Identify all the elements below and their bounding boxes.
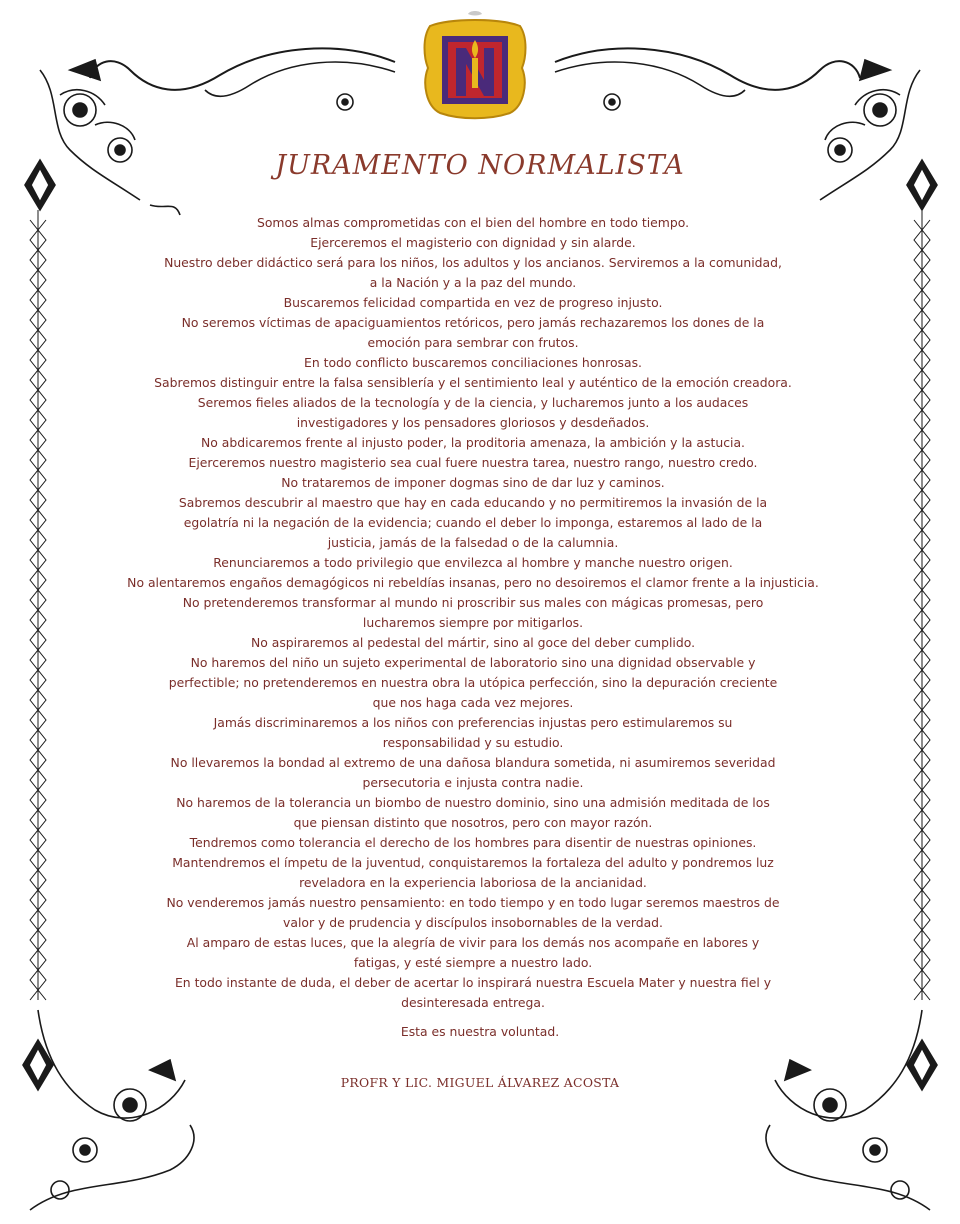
oath-line: Nuestro deber didáctico será para los niños, los adultos y los ancianos. Serviremos a la comunidad, <box>164 255 782 270</box>
oath-line: desinteresada entrega. <box>401 995 545 1010</box>
corner-top-right <box>820 60 937 210</box>
oath-line: fatigas, y esté siempre a nuestro lado. <box>353 955 593 970</box>
oath-line: Sabremos distinguir entre la falsa sensiblería y el sentimiento leal y auténtico de la emoción creadora. <box>154 375 792 390</box>
oath-line: Ejerceremos el magisterio con dignidad y sin alarde. <box>310 235 636 250</box>
oath-line: reveladora en la experiencia laboriosa de la ancianidad. <box>299 875 647 890</box>
oath-line: Mantendremos el ímpetu de la juventud, conquistaremos la fortaleza del adulto y pondremos luz <box>172 855 774 870</box>
oath-line: Jamás discriminaremos a los niños con preferencias injustas pero estimularemos su <box>213 715 733 730</box>
oath-line: Buscaremos felicidad compartida en vez de progreso injusto. <box>283 295 663 310</box>
oath-line: No pretenderemos transformar al mundo ni proscribir sus males con mágicas promesas, pero <box>182 595 764 610</box>
corner-top-left <box>25 60 180 215</box>
oath-line: No llevaremos la bondad al extremo de una dañosa blandura sometida, ni asumiremos severidad <box>170 755 776 770</box>
oath-line: que piensan distinto que nosotros, pero con mayor razón. <box>293 815 653 830</box>
oath-line: Seremos fieles aliados de la tecnología y de la ciencia, y lucharemos junto a los audaces <box>197 395 749 410</box>
oath-line: que nos haga cada vez mejores. <box>372 695 574 710</box>
oath-line: persecutoria e injusta contra nadie. <box>362 775 584 790</box>
corner-bottom-left <box>23 1010 194 1210</box>
oath-line: lucharemos siempre por mitigarlos. <box>362 615 584 630</box>
oath-line: Renunciaremos a todo privilegio que envilezca al hombre y manche nuestro origen. <box>213 555 733 570</box>
oath-line: egolatría ni la negación de la evidencia; cuando el deber lo imponga, estaremos al lado de la <box>183 515 763 530</box>
oath-line: No venderemos jamás nuestro pensamiento: en todo tiempo y en todo lugar seremos maestros de <box>166 895 780 910</box>
oath-line: No alentaremos engaños demagógicos ni rebeldías insanas, pero no desoiremos el clamor frente a la injusticia. <box>127 575 819 590</box>
oath-line: responsabilidad y su estudio. <box>382 735 564 750</box>
oath-line: No haremos de la tolerancia un biombo de nuestro dominio, sino una admisión meditada de los <box>176 795 770 810</box>
oath-line: emoción para sembrar con frutos. <box>367 335 579 350</box>
school-emblem-icon <box>420 8 530 123</box>
top-right-swirl <box>555 48 860 89</box>
oath-line: Ejerceremos nuestro magisterio sea cual fuere nuestra tarea, nuestro rango, nuestro credo. <box>188 455 758 470</box>
oath-line: En todo instante de duda, el deber de acertar lo inspirará nuestra Escuela Mater y nuestra fiel y <box>174 975 772 990</box>
oath-line: valor y de prudencia y discípulos insobornables de la verdad. <box>283 915 663 930</box>
oath-line: Tendremos como tolerancia el derecho de los hombres para disentir de nuestras opiniones. <box>189 835 757 850</box>
signature: PROFR Y LIC. MIGUEL ÁLVAREZ ACOSTA <box>340 1075 620 1090</box>
oath-line: No trataremos de imponer dogmas sino de dar luz y caminos. <box>281 475 665 490</box>
oath-line: a la Nación y a la paz del mundo. <box>369 275 577 290</box>
oath-line: No haremos del niño un sujeto experimental de laboratorio sino una dignidad observable y <box>190 655 756 670</box>
oath-line: perfectible; no pretenderemos en nuestra obra la utópica perfección, sino la depuración creciente <box>168 675 778 690</box>
oath-line: En todo conflicto buscaremos conciliaciones honrosas. <box>303 355 642 370</box>
corner-bottom-right <box>766 1010 937 1210</box>
page-title: JURAMENTO NORMALISTA <box>275 150 685 181</box>
oath-line: No aspiraremos al pedestal del mártir, sino al goce del deber cumplido. <box>250 635 696 650</box>
oath-line: justicia, jamás de la falsedad o de la calumnia. <box>327 535 619 550</box>
oath-line: investigadores y los pensadores gloriosos y desdeñados. <box>296 415 650 430</box>
oath-line: Somos almas comprometidas con el bien del hombre en todo tiempo. <box>256 215 690 230</box>
oath-line: Sabremos descubrir al maestro que hay en cada educando y no permitiremos la invasión de la <box>178 495 768 510</box>
oath-line: No seremos víctimas de apaciguamientos retóricos, pero jamás rechazaremos los dones de la <box>181 315 765 330</box>
oath-body <box>70 213 876 1013</box>
closing-statement: Esta es nuestra voluntad. <box>400 1024 560 1039</box>
oath-line: No abdicaremos frente al injusto poder, la proditoria amenaza, la ambición y la astucia. <box>201 435 745 450</box>
top-left-swirl <box>90 48 395 89</box>
oath-line: Al amparo de estas luces, que la alegría de vivir para los demás nos acompañe en labores y <box>186 935 760 950</box>
